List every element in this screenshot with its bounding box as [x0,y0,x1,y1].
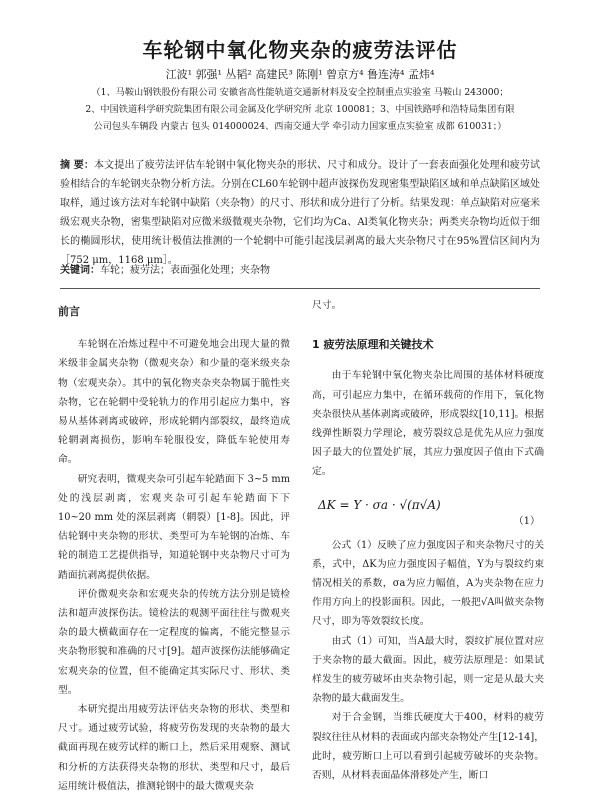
keywords-text: 车轮；疲劳法；表面强化处理；夹杂物 [100,265,270,276]
affiliation-line: （1、马鞍山钢铁股份有限公司 安徽省高性能轨道交通新材料及安全控制重点实验室 马鞍山 243000； [91,87,509,98]
body-paragraph: 由式（1）可知，当A最大时，裂纹扩展位置对应于夹杂物的最大截面。因此，疲劳法原理是：如果试样发生的疲劳破坏由夹杂物引起，则一定是从最大夹杂物的最大截面发生。 [312,635,544,705]
paper-title: 车轮钢中氧化物夹杂的疲劳法评估 [142,38,458,62]
body-paragraph: 由于车轮钢中氧化物夹杂比周围的基体材料硬度高，可引起应力集中，在循环载荷的作用下，氧化物夹杂很快从基体剥离或破碎，形成裂纹[10,11]。根据线弹性断裂力学理论，疲劳裂纹总是优先从应力强度因子最大的位置处扩展，其应力强度因子值由下式确定。 [312,370,544,478]
section-heading-preface: 前言 [58,305,80,318]
body-paragraph: 评价微观夹杂和宏观夹杂的传统方法分别是镜检法和超声波探伤法。镜检法的观测平面往往与微观夹杂的最大横截面存在一定程度的偏离，不能完整显示夹杂物形貌和准确的尺寸[9]。超声波探伤法能够确定宏观夹杂的位置，但不能确定其实际尺寸、形状、类型。 [58,588,290,696]
right-column [312,296,544,785]
keywords [60,262,540,280]
equation-formula: ΔK = Y · σa · √(π√A) [318,497,441,512]
keywords-label: 关键词： [60,265,100,276]
separator-rule [60,288,540,289]
author-list: 江波¹ 郭强¹ 丛韬² 高建民³ 陈刚¹ 曾京方⁴ 鲁连涛⁴ 孟炜⁴ [165,68,435,81]
body-paragraph: 车轮钢在冶炼过程中不可避免地会出现大量的微米级非金属夹杂物（微观夹杂）和少量的毫米级夹杂物（宏观夹杂）。其中的氧化物夹杂夹杂物属于脆性夹杂物，它在轮辋中受轮轨力的作用引起应力集中，容易从基体剥离或破碎，形成轮辋内部裂纹，最终造成轮辋剥离损伤，影响车轮服役安，降低车轮使用寿命。 [58,339,290,466]
affiliation-line: 公司包头车辆段 内蒙古 包头 014000024、西南交通大学 牵引动力国家重点实验室 成都 610031；） [93,121,507,132]
abstract-label: 摘 要： [60,160,95,171]
body-paragraph: 对于合金钢，当维氏硬度大于400，材料的疲劳裂纹往往从材料的表面或内部夹杂物处产生[12-14]，此时，疲劳断口上可以看到引起疲劳破坏的夹杂物。否则，从材料表面晶体滑移处产生，断口 [312,712,544,782]
abstract-text: 本文提出了疲劳法评估车轮钢中氧化物夹杂的形状、尺寸和成分。设计了一套表面强化处理和疲劳试验相结合的车轮钢夹杂物分析方法。分别在CL60车轮钢中超声波探伤发现密集型缺陷区域和单点缺陷区域处取样，通过该方法对车轮钢中缺陷（夹杂物）的尺寸、形状和成分进行了分析。结果发现：单点缺陷对应毫米级宏观夹杂物，密集型缺陷对应微米级微观夹杂物，它们均为Ca、Al类氧化物夹杂；两类夹杂物均近似于细长的椭圆形状，使用统计极值法推测的一个轮辋中可能引起浅层剥离的最大夹杂物尺寸在95%置信区间内为［752 μm，1168 μm］。 [60,160,541,266]
body-paragraph: 本研究提出用疲劳法评估夹杂物的形状、类型和尺寸。通过疲劳试验，将疲劳伤发现的夹杂物的最大截面再现在疲劳试样的断口上，然后采用观察、测试和分析的方法获得夹杂物的形状、类型和尺寸，最后运用统计极值法，推测轮钢中的最大微观夹杂 [58,704,290,792]
equation-number: （1） [513,515,540,527]
abstract [60,156,540,270]
left-column [58,296,290,796]
affiliation-line: 2、中国铁道科学研究院集团有限公司金属及化学研究所 北京 100081；3、中国铁路呼和浩特局集团有限 [85,104,515,115]
body-paragraph: 研究表明，微观夹杂可引起车轮踏面下 3~5 mm 处的浅层剥离，宏观夹杂可引起车轮踏面下下 10~20 mm 处的深层剥离（辋裂）[1-8]。因此，评估轮钢中夹杂物的形状、类型可为车轮钢的冶炼、车轮的制造工艺提供指导，知道轮钢中夹杂物尺寸可为踏面抗剥离提供依据。 [58,473,290,581]
continued-text: 尺寸。 [312,300,342,311]
section-heading-1: 1 疲劳法原理和关键技术 [312,338,434,352]
equation-1 [312,488,544,528]
body-paragraph: 公式（1）反映了应力强度因子和夹杂物尺寸的关系，式中，ΔK为应力强度因子幅值，Y为与裂纹约束情况相关的系数，σa为应力幅值，A为夹杂物在应力作用方向上的投影面积。因此，一般把√A叫做夹杂物尺寸，即为等效裂纹长度。 [312,539,544,628]
affiliations [60,84,540,135]
